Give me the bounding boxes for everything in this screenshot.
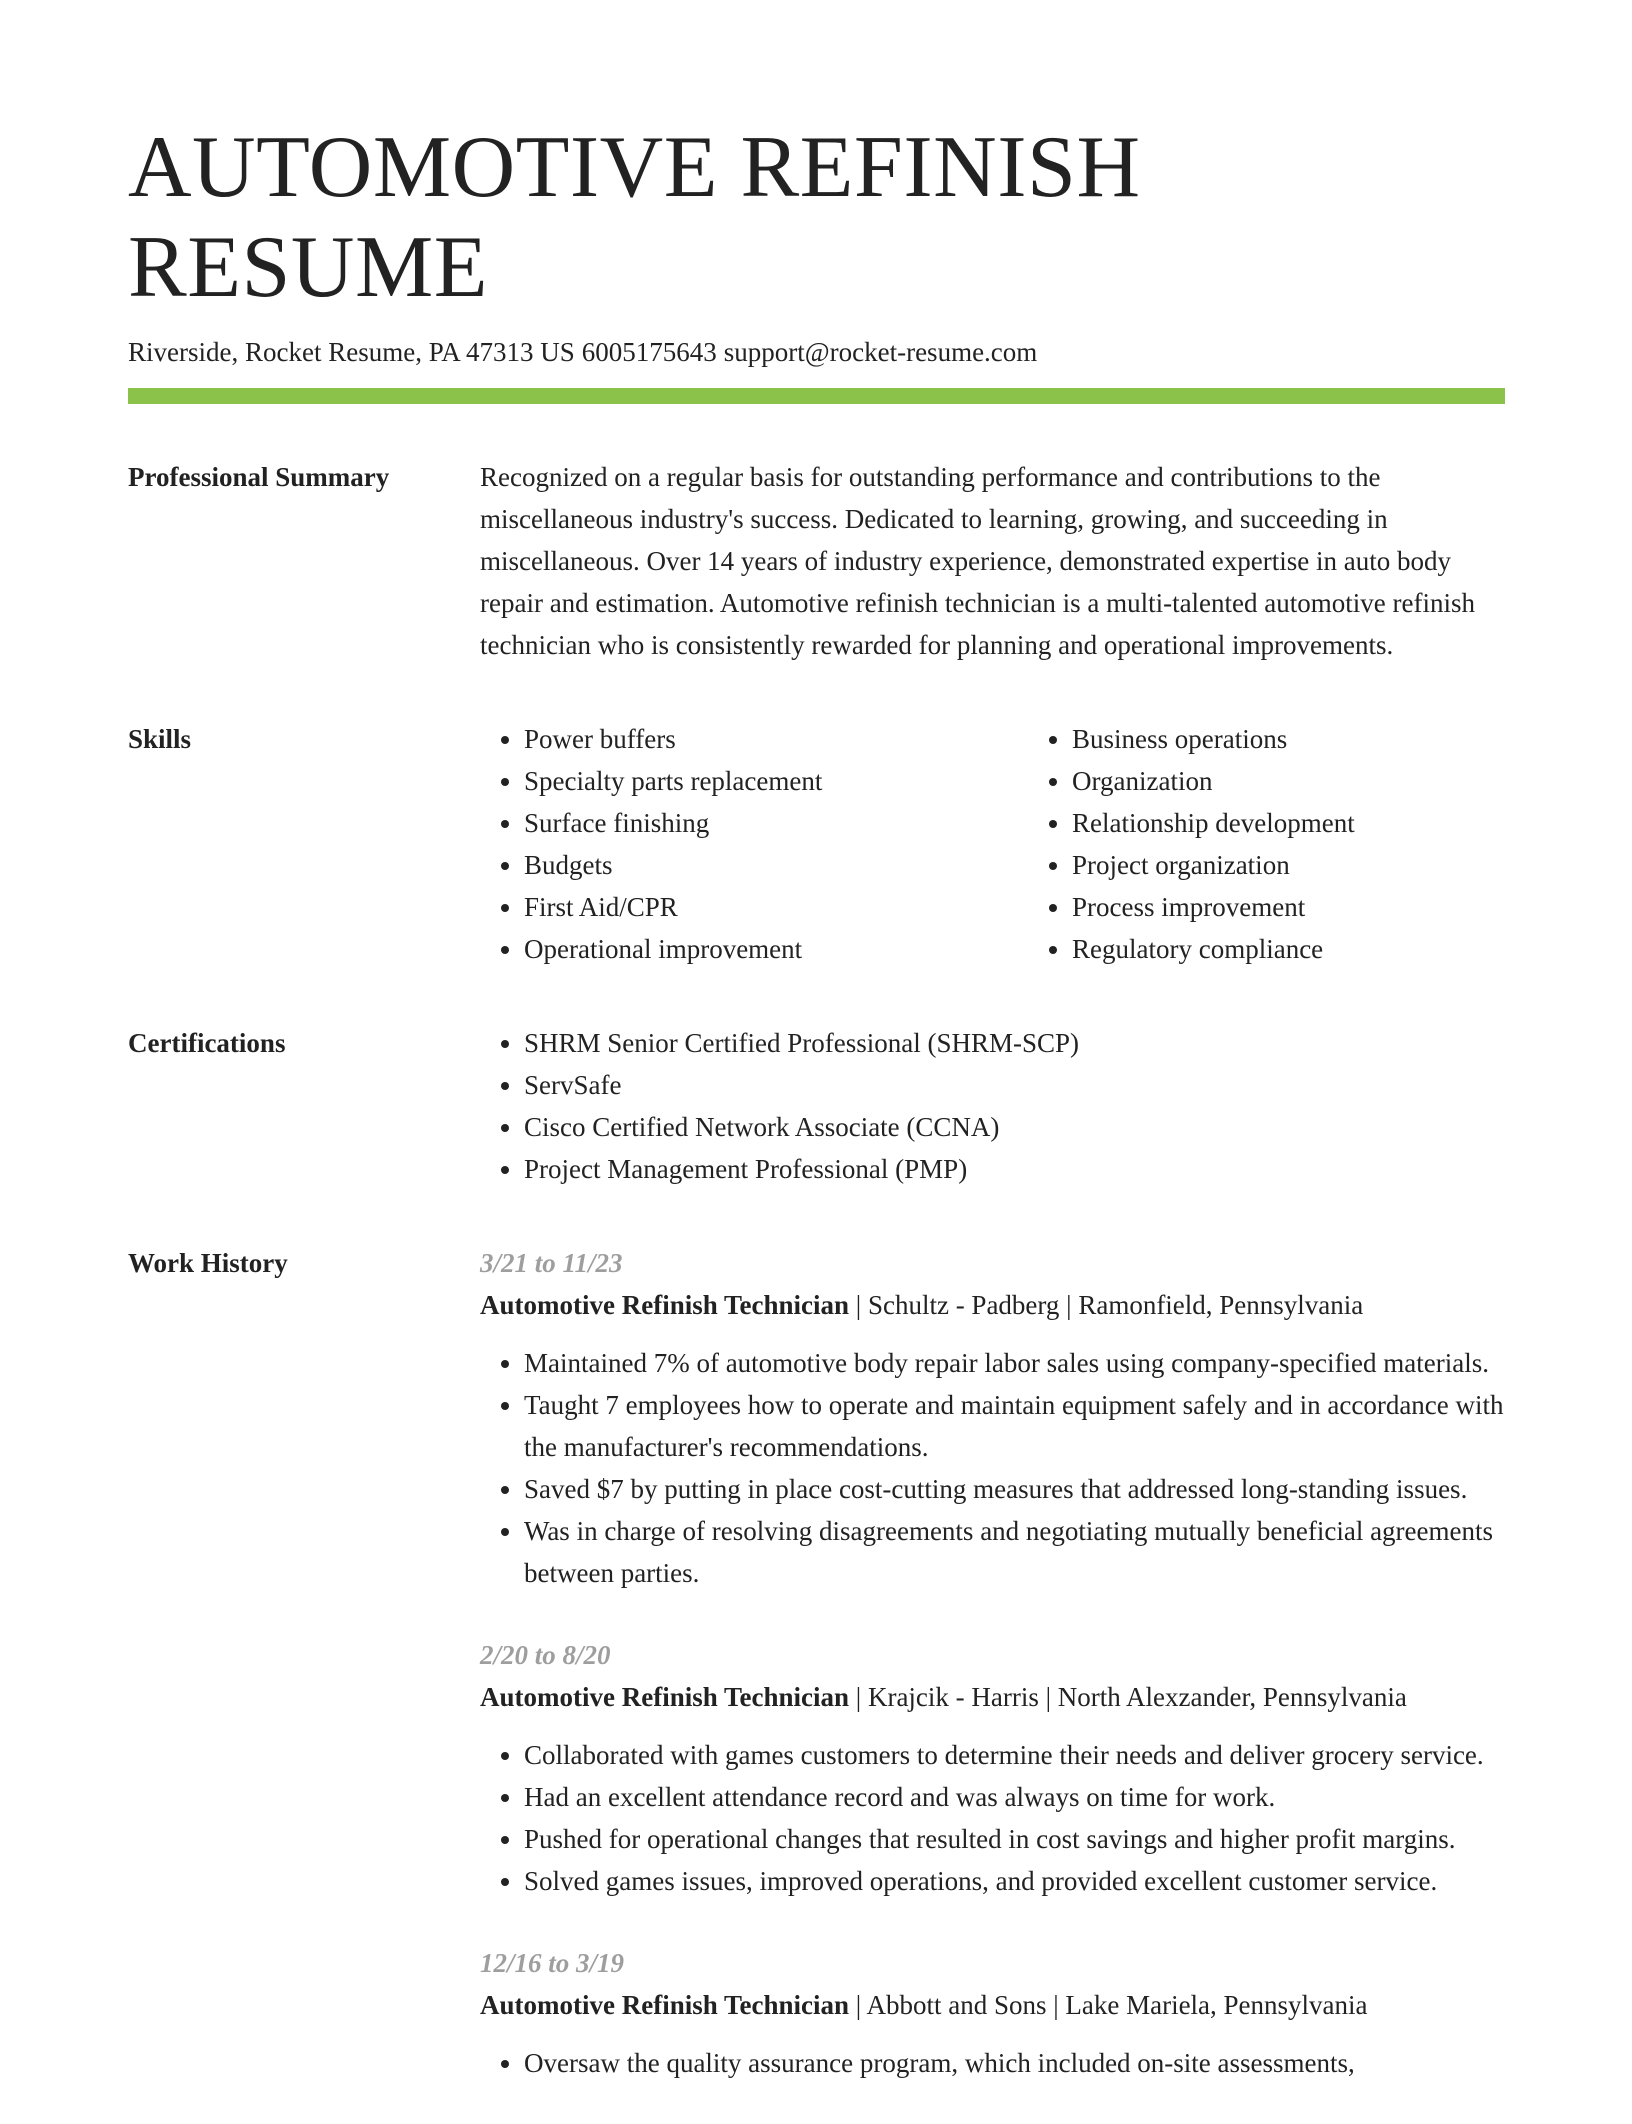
skill-item: • First Aid/CPR [524, 886, 1028, 928]
job-details: | Abbott and Sons | Lake Mariela, Pennsylvania [849, 1990, 1368, 2020]
section-title-work-history: Work History [128, 1248, 288, 1278]
skills-list-right [1028, 718, 1505, 970]
job-entry [480, 1242, 1505, 1594]
job-heading [480, 1676, 1505, 1718]
summary-text: Recognized on a regular basis for outstanding performance and contributions to the miscellaneous industry's success. Dedicated to learning, growing, and succeeding in miscellaneous. Over 14 years of industry experience, demonstrated expertise in auto body repair and estimation. Automotive refinish technician is a multi-talented automotive refinish technician who is consistently rewarded for planning and operational improvements. [480, 462, 1475, 660]
resume-title: AUTOMOTIVE REFINISH RESUME [128, 119, 1141, 316]
section-certifications [128, 1022, 1505, 1190]
job-bullets [480, 1342, 1505, 1594]
job-title: Automotive Refinish Technician [480, 1682, 850, 1712]
job-bullet: • Oversaw the quality assurance program, which included on-site assessments, [524, 2042, 1505, 2084]
job-details: | Krajcik - Harris | North Alexzander, Pennsylvania [849, 1682, 1407, 1712]
job-bullet: • Solved games issues, improved operations, and provided excellent customer service. [524, 1860, 1505, 1902]
skills-columns [480, 718, 1505, 970]
certification-item: • Cisco Certified Network Associate (CCNA) [524, 1106, 1505, 1148]
contact-phone: 6005175643 [581, 337, 717, 367]
skill-item: • Project organization [1072, 844, 1505, 886]
job-heading [480, 1284, 1505, 1326]
job-entry [480, 1942, 1505, 2084]
skill-item: • Operational improvement [524, 928, 1028, 970]
section-skills [128, 718, 1505, 970]
job-dates: 2/20 to 8/20 [480, 1640, 611, 1670]
skill-item: • Surface finishing [524, 802, 1028, 844]
job-bullet: • Collaborated with games customers to determine their needs and deliver grocery service. [524, 1734, 1505, 1776]
skill-item: • Regulatory compliance [1072, 928, 1505, 970]
skill-item: • Process improvement [1072, 886, 1505, 928]
skill-item: • Business operations [1072, 718, 1505, 760]
header-accent-rule [128, 388, 1505, 404]
job-title: Automotive Refinish Technician [480, 1990, 850, 2020]
job-entry [480, 1634, 1505, 1902]
job-bullet: • Was in charge of resolving disagreements and negotiating mutually beneficial agreements between parties. [524, 1510, 1505, 1594]
section-work-history [128, 1242, 1505, 2124]
certification-item: • Project Management Professional (PMP) [524, 1148, 1505, 1190]
certifications-body [480, 1022, 1505, 1190]
contact-email: support@rocket-resume.com [723, 337, 1038, 367]
skill-item: • Organization [1072, 760, 1505, 802]
job-bullet: • Pushed for operational changes that resulted in cost savings and higher profit margins. [524, 1818, 1505, 1860]
section-title-skills: Skills [128, 724, 192, 754]
job-details: | Schultz - Padberg | Ramonfield, Pennsylvania [849, 1290, 1364, 1320]
job-dates: 12/16 to 3/19 [480, 1948, 625, 1978]
section-title-certifications: Certifications [128, 1028, 286, 1058]
job-bullet: • Had an excellent attendance record and was always on time for work. [524, 1776, 1505, 1818]
skill-item: • Relationship development [1072, 802, 1505, 844]
skill-item: • Power buffers [524, 718, 1028, 760]
skill-item: • Budgets [524, 844, 1028, 886]
skill-item: • Specialty parts replacement [524, 760, 1028, 802]
job-heading [480, 1984, 1505, 2026]
skills-list-left [480, 718, 1028, 970]
summary-body [480, 456, 1505, 666]
job-dates: 3/21 to 11/23 [480, 1248, 623, 1278]
job-bullet: • Saved $7 by putting in place cost-cutting measures that addressed long-standing issues. [524, 1468, 1505, 1510]
contact-line [128, 334, 1505, 370]
contact-address: Riverside, Rocket Resume, PA 47313 US [128, 337, 575, 367]
resume-page [128, 118, 1505, 2124]
section-title-summary: Professional Summary [128, 462, 390, 492]
certifications-list [480, 1022, 1505, 1190]
job-title: Automotive Refinish Technician [480, 1290, 850, 1320]
job-bullet: • Maintained 7% of automotive body repair labor sales using company-specified materials. [524, 1342, 1505, 1384]
certification-item: • ServSafe [524, 1064, 1505, 1106]
section-summary [128, 456, 1505, 666]
work-history-body [480, 1242, 1505, 2124]
job-bullet: • Taught 7 employees how to operate and maintain equipment safely and in accordance with the manufacturer's recommendations. [524, 1384, 1505, 1468]
job-bullets [480, 1734, 1505, 1902]
job-bullets [480, 2042, 1505, 2084]
certification-item: • SHRM Senior Certified Professional (SHRM-SCP) [524, 1022, 1505, 1064]
